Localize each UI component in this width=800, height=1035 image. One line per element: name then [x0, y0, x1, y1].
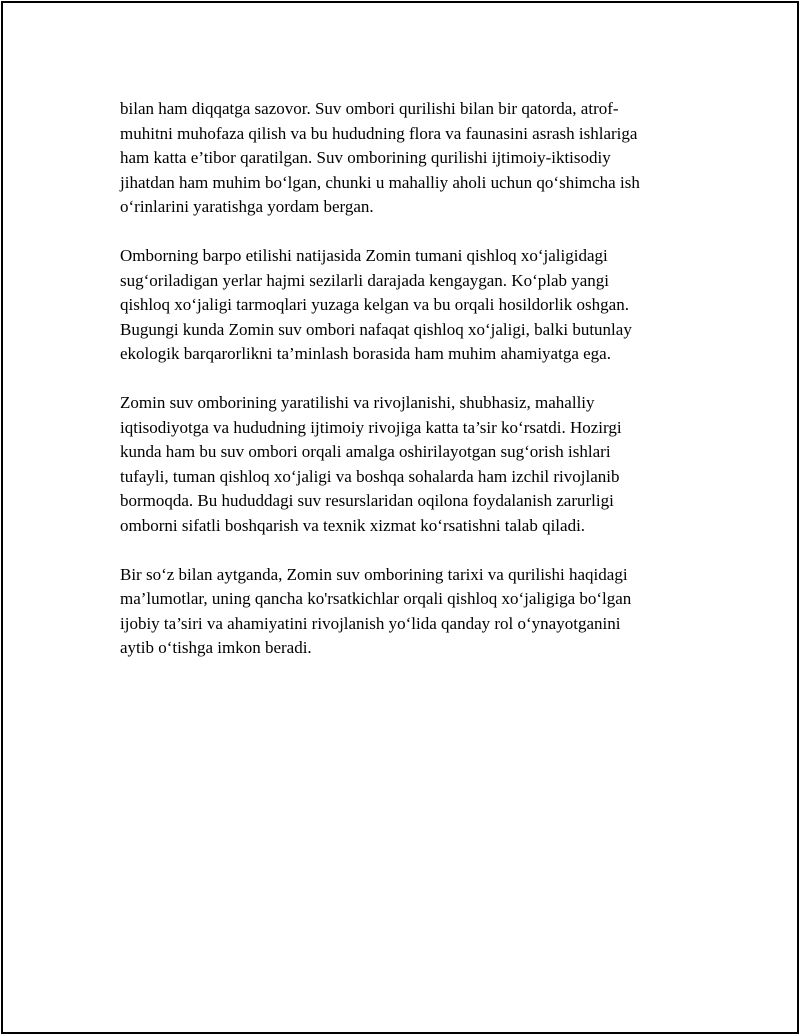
paragraph-3	[120, 391, 686, 538]
text-line: Zomin suv omborining yaratilishi va rivojlanishi, shubhasiz, mahalliy	[120, 393, 595, 412]
page-frame	[1, 1, 799, 1034]
text-line: bilan ham diqqatga sazovor. Suv ombori qurilishi bilan bir qatorda, atrof-	[120, 99, 619, 118]
text-line: muhitni muhofaza qilish va bu hududning flora va faunasini asrash ishlariga	[120, 123, 638, 143]
text-line: o‘rinlarini yaratishga yordam bergan.	[120, 197, 374, 216]
document-body	[120, 97, 686, 685]
text-line: Bir so‘z bilan aytganda, Zomin suv omborining tarixi va qurilishi haqidagi	[120, 564, 628, 584]
text-line: Omborning barpo etilishi natijasida Zomin tumani qishloq xo‘jaligidagi	[120, 246, 608, 265]
text-line: Bugungi kunda Zomin suv ombori nafaqat qishloq xo‘jaligi, balki butunlay	[120, 319, 632, 339]
text-line: tufayli, tuman qishloq xo‘jaligi va boshqa sohalarda ham izchil rivojlanib	[120, 466, 620, 486]
paragraph-4	[120, 563, 686, 661]
text-line: ma’lumotlar, uning qancha ko'rsatkichlar orqali qishloq xo‘jaligiga bo‘lgan	[120, 589, 632, 608]
text-line: ham katta e’tibor qaratilgan. Suv omborining qurilishi ijtimoiy-iktisodiy	[120, 148, 611, 167]
text-line: jihatdan ham muhim bo‘lgan, chunki u mahalliy aholi uchun qo‘shimcha ish	[120, 172, 640, 192]
text-line: sug‘oriladigan yerlar hajmi sezilarli darajada kengaygan. Ko‘plab yangi	[120, 270, 610, 290]
text-line: omborni sifatli boshqarish va texnik xizmat ko‘rsatishni talab qiladi.	[120, 515, 586, 535]
text-line: bormoqda. Bu hududdagi suv resurslaridan oqilona foydalanish zarurligi	[120, 491, 614, 510]
text-line: iqtisodiyotga va hududning ijtimoiy rivojiga katta ta’sir ko‘rsatdi. Hozirgi	[120, 417, 622, 437]
paragraph-2	[120, 244, 686, 367]
paragraph-1	[120, 97, 686, 220]
text-line: qishloq xo‘jaligi tarmoqlari yuzaga kelgan va bu orqali hosildorlik oshgan.	[120, 295, 629, 314]
text-line: aytib o‘tishga imkon beradi.	[120, 638, 312, 657]
text-line: kunda ham bu suv ombori orqali amalga oshirilayotgan sug‘orish ishlari	[120, 442, 611, 461]
text-line: ekologik barqarorlikni ta’minlash borasida ham muhim ahamiyatga ega.	[120, 344, 611, 363]
text-line: ijobiy ta’siri va ahamiyatini rivojlanish yo‘lida qanday rol o‘ynayotganini	[120, 613, 621, 633]
